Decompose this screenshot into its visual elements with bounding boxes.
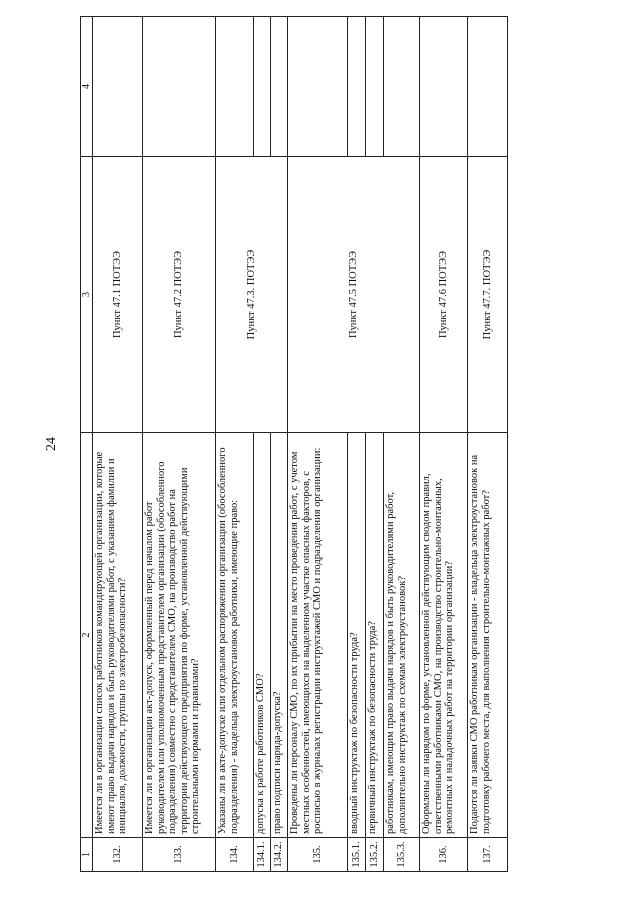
header-col-1: 1 bbox=[81, 838, 93, 872]
row-question: Проведены ли персоналу СМО, по их прибытии на место проведения работ, с учетом местных особенностей, имеющихся на выделенном участке опасных факторов, с росписью в журналах регистрации инструктажей СМО и подразделения организации: bbox=[288, 433, 348, 838]
row-answer bbox=[216, 17, 254, 157]
page-number: 24 bbox=[44, 437, 59, 451]
row-question: вводный инструктаж по безопасности труда? bbox=[348, 433, 366, 838]
table-row bbox=[271, 17, 288, 872]
row-number: 134.2. bbox=[271, 838, 288, 872]
row-number: 134.1. bbox=[254, 838, 271, 872]
checklist-table bbox=[80, 16, 508, 872]
table-row bbox=[366, 17, 384, 872]
row-answer bbox=[420, 17, 468, 157]
row-reference: Пункт 47.5 ПОТЭЭ bbox=[288, 157, 420, 433]
header-col-3: 3 bbox=[81, 157, 93, 433]
row-question: Указаны ли в акте-допуске или отдельном распоряжении организации (обособленного подразделения) - владельца электроустановок работники, имеющие право: bbox=[216, 433, 254, 838]
header-row bbox=[81, 17, 93, 872]
row-question: Оформлены ли нарядом по форме, установленной действующим сводом правил, ответственными работниками СМО, на производство строительно-монтажных, ремонтных и наладочных работ на территории организации? bbox=[420, 433, 468, 838]
table-row bbox=[143, 17, 216, 872]
header-col-2: 2 bbox=[81, 433, 93, 838]
row-number: 133. bbox=[143, 838, 216, 872]
row-reference: Пункт 47.3. ПОТЭЭ bbox=[216, 157, 288, 433]
row-answer bbox=[366, 17, 384, 157]
rotated-table-container bbox=[80, 17, 506, 872]
row-answer bbox=[288, 17, 348, 157]
table-row bbox=[420, 17, 468, 872]
row-answer bbox=[468, 17, 508, 157]
table-row bbox=[288, 17, 348, 872]
row-number: 135.2. bbox=[366, 838, 384, 872]
row-question: Имеется ли в организации список работников командирующей организации, которые имеют право выдачи нарядов и быть руководителями работ, с указанием фамилии и инициалов, должности, группы по электробезопасности? bbox=[93, 433, 143, 838]
row-reference: Пункт 47.2 ПОТЭЭ bbox=[143, 157, 216, 433]
row-number: 134. bbox=[216, 838, 254, 872]
table-row bbox=[93, 17, 143, 872]
row-number: 135.1. bbox=[348, 838, 366, 872]
row-number: 132. bbox=[93, 838, 143, 872]
row-answer bbox=[143, 17, 216, 157]
row-answer bbox=[348, 17, 366, 157]
row-question: Подаются ли заявки СМО работникам организации - владельца электроустановок на подготовку рабочего места, для выполнения строительно-монтажных работ? bbox=[468, 433, 508, 838]
row-answer bbox=[271, 17, 288, 157]
row-question: первичный инструктаж по безопасности труда? bbox=[366, 433, 384, 838]
row-number: 135. bbox=[288, 838, 348, 872]
row-answer bbox=[384, 17, 420, 157]
row-reference: Пункт 47.7. ПОТЭЭ bbox=[468, 157, 508, 433]
row-reference: Пункт 47.6 ПОТЭЭ bbox=[420, 157, 468, 433]
row-question: работникам, имеющим право выдачи нарядов и быть руководителями работ, дополнительно инструктаж по схемам электроустановок? bbox=[384, 433, 420, 838]
row-number: 137. bbox=[468, 838, 508, 872]
table-row bbox=[348, 17, 366, 872]
row-number: 136. bbox=[420, 838, 468, 872]
row-question: допуска к работе работников СМО? bbox=[254, 433, 271, 838]
row-answer bbox=[254, 17, 271, 157]
table-row bbox=[384, 17, 420, 872]
header-col-4: 4 bbox=[81, 17, 93, 157]
row-answer bbox=[93, 17, 143, 157]
row-question: Имеется ли в организации акт-допуск, оформленный перед началом работ руководителем или уполномоченным представителем организации (обособленного подразделения) совместно с представителем СМО, на производство работ на территории действующего предприятия по форме, установленной действующими строительными нормами и правилами? bbox=[143, 433, 216, 838]
table-row bbox=[468, 17, 508, 872]
row-number: 135.3. bbox=[384, 838, 420, 872]
table-row bbox=[254, 17, 271, 872]
table-row bbox=[216, 17, 254, 872]
row-question: право подписи наряда-допуска? bbox=[271, 433, 288, 838]
row-reference: Пункт 47.1 ПОТЭЭ bbox=[93, 157, 143, 433]
